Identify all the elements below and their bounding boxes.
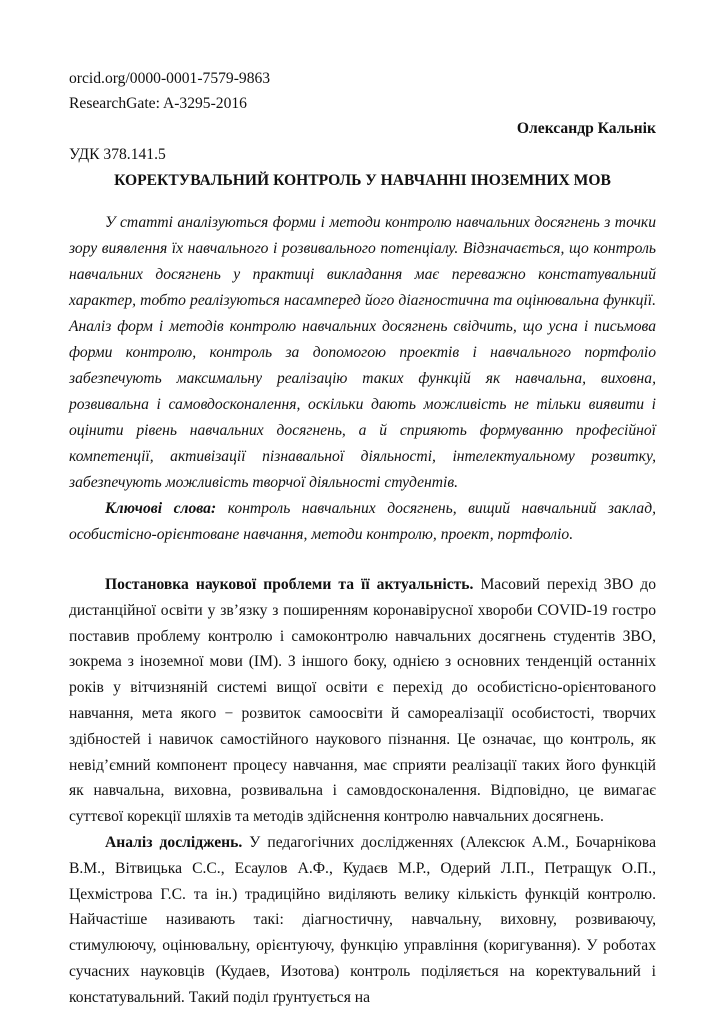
udk-code: УДК 378.141.5 — [69, 146, 166, 163]
section-research-analysis — [69, 830, 656, 1011]
document-page — [69, 66, 656, 1011]
section-problem-statement — [69, 548, 656, 830]
section-heading: Аналіз досліджень. — [105, 833, 243, 851]
researchgate-id: ResearchGate: A-3295-2016 — [69, 95, 247, 112]
orcid-link[interactable]: orcid.org/0000-0001-7579-9863 — [69, 70, 271, 87]
keywords-text: контроль навчальних досягнень, вищий навчальний заклад, особистісно-орієнтоване навчання, методи контролю, проект, портфоліо. — [69, 500, 656, 543]
author-name: Олександр Кальнік — [516, 120, 656, 137]
section-heading: Постановка наукової проблеми та її актуальність. — [105, 576, 474, 593]
article-title: КОРЕКТУВАЛЬНИЙ КОНТРОЛЬ У НАВЧАННІ ІНОЗЕМНИХ МОВ — [114, 172, 611, 189]
section-text: Масовий перехід ЗВО до дистанційної освіти у зв’язку з поширенням коронавірусної хвороби COVID-19 гостро поставив проблему контролю і самоконтролю навчальних досягнень студентів ЗВО, зокрема з іноземної мови (ІМ). З іншого боку, однією з основних тенденцій останніх років у вітчизняній системі вищої освіти є перехід до особистісно-орієнтованого навчання, мета якого − розвиток самоосвіти й самореалізації особистості, творчих здібностей і навичок самостійного наукового пізнання. Це означає, що контроль, як невід’ємний компонент процесу навчання, має сприяти реалізації таких його функцій як навчальна, виховна, розвивальна і самовдосконалення. Відповідно, це вимагає суттєвої корекції шляхів та методів здійснення контролю навчальних досягнень. — [69, 576, 656, 826]
abstract: У статті аналізуються форми і методи контролю навчальних досягнень з точки зору виявлення їх навчального і розвивального потенціалу. Відзначається, що контроль навчальних досягнень у практиці викладання має переважно констатувальний характер, тобто реалізуються насамперед його діагностична та оцінювальна функції. Аналіз форм і методів контролю навчальних досягнень свідчить, що усна і письмова форми контролю, контроль за допомогою проектів і навчального портфоліо забезпечують максимальну реалізацію таких функцій як навчальна, виховна, розвивальна і самовдосконалення, оскільки дають можливість не тільки виявити і оцінити рівень навчальних досягнень, а й сприяють формуванню професійної компетенції, активізації пізнавальної діяльності, інтелектуальному розвитку, забезпечують можливість творчої діяльності студентів. — [69, 214, 656, 491]
keywords — [69, 496, 656, 548]
section-text: У педагогічних дослідженнях (Алексюк А.М., Бочарнікова В.М., Вітвицька С.С., Есаулов А.Ф., Кудаєв М.Р., Одерий Л.П., Петращук О.П., Цехмістрова Г.С. та ін.) традиційно виділяють велику кількість функцій контролю. Найчастіше називають такі: діагностичну, навчальну, виховну, розвиваючу, стимулюючу, оцінювальну, орієнтуючу, функцію управління (коригування). У роботах сучасних науковців (Кудаев, Изотова) контроль поділяється на коректувальний і констатувальний. Такий поділ ґрунтується на — [69, 833, 656, 1006]
keywords-label: Ключові слова: — [105, 500, 217, 517]
